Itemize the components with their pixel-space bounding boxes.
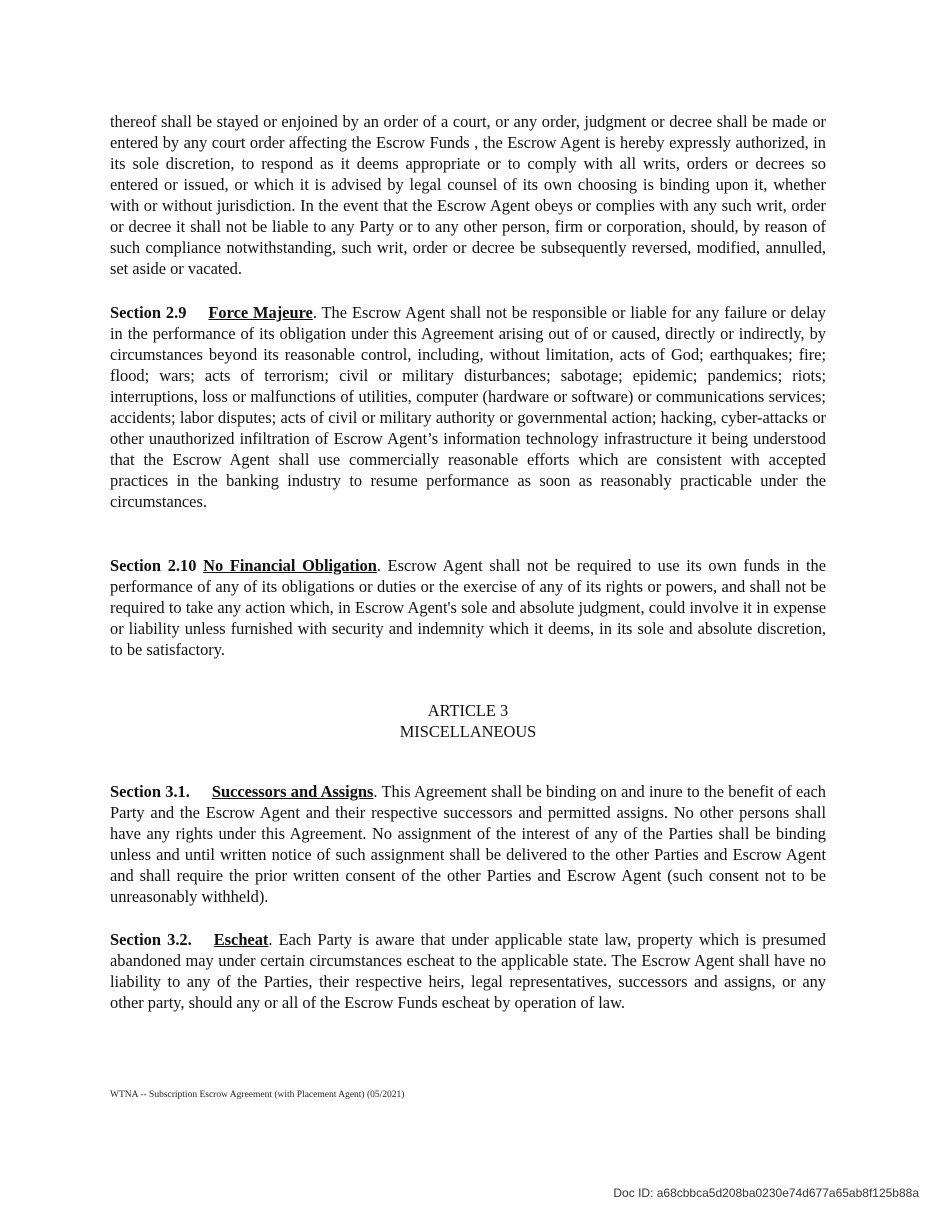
section-number: Section 3.2. bbox=[110, 930, 192, 949]
section-number: Section 2.9 bbox=[110, 303, 187, 322]
section-title: Force Majeure bbox=[208, 303, 313, 322]
section-number: Section 3.1. bbox=[110, 782, 190, 801]
continuation-paragraph: thereof shall be stayed or enjoined by an order of a court, or any order, judgment or decree shall be made or entered by any court order affecting the Escrow Funds , the Escrow Agent is hereby expressly authorized, in its sole discretion, to respond as it deems appropriate or to comply with all writs, orders or decrees so entered or issued, or which it is advised by legal counsel of its own choosing is binding upon it, whether with or without jurisdiction. In the event that the Escrow Agent obeys or complies with any such writ, order or decree it shall not be liable to any Party or to any other person, firm or corporation, should, by reason of such compliance notwithstanding, such writ, order or decree be subsequently reversed, modified, annulled, set aside or vacated. bbox=[110, 112, 826, 278]
section-3-2 bbox=[110, 929, 826, 1013]
doc-id: Doc ID: a68cbbca5d208ba0230e74d677a65ab8f125b88a bbox=[613, 1186, 919, 1200]
section-title: Successors and Assigns bbox=[211, 782, 374, 801]
section-body: . Each Party is aware that under applicable state law, property which is presumed abandoned may under certain circumstances escheat to the applicable state. The Escrow Agent shall have no liability to any of the Parties, their respective heirs, legal representatives, successors and assigns, or any other party, should any or all of the Escrow Funds escheat by operation of law. bbox=[110, 930, 826, 1012]
article-number: ARTICLE 3 bbox=[427, 701, 509, 720]
section-body: . This Agreement shall be binding on and inure to the benefit of each Party and the Escrow Agent and their respective successors and permitted assigns. No other persons shall have any rights under this Agreement. No assignment of the interest of any of the Parties shall be binding unless and until written notice of such assignment shall be delivered to the other Parties and Escrow Agent and shall require the prior written consent of the other Parties and Escrow Agent (such consent not to be unreasonably withheld). bbox=[110, 782, 826, 906]
section-number: Section 2.10 bbox=[110, 556, 197, 575]
section-title: Escheat bbox=[213, 930, 269, 949]
section-2-10 bbox=[110, 555, 826, 660]
section-title: No Financial Obligation bbox=[203, 556, 377, 575]
section-body: . Escrow Agent shall not be required to use its own funds in the performance of any of its obligations or duties or the exercise of any of its rights or powers, and shall not be required to take any action which, in Escrow Agent's sole and absolute judgment, could involve it in expense or liability unless furnished with security and indemnity which it deems, in its sole and absolute discretion, to be satisfactory. bbox=[110, 556, 826, 659]
section-3-1 bbox=[110, 781, 826, 907]
section-body: . The Escrow Agent shall not be responsible or liable for any failure or delay in the performance of its obligation under this Agreement arising out of or caused, directly or indirectly, by circumstances beyond its reasonable control, including, without limitation, acts of God; earthquakes; fire; flood; wars; acts of terrorism; civil or military disturbances; sabotage; epidemic; pandemics; riots; interruptions, loss or malfunctions of utilities, computer (hardware or software) or communications services; accidents; labor disputes; acts of civil or military authority or governmental action; hacking, cyber-attacks or other unauthorized infiltration of Escrow Agent’s information technology infrastructure it being understood that the Escrow Agent shall use commercially reasonable efforts which are consistent with accepted practices in the banking industry to resume performance as soon as reasonably practicable under the circumstances. bbox=[110, 303, 826, 511]
page-footer: WTNA -- Subscription Escrow Agreement (with Placement Agent) (05/2021) bbox=[110, 1090, 405, 1100]
section-2-9 bbox=[110, 302, 826, 512]
article-title: MISCELLANEOUS bbox=[399, 722, 537, 741]
